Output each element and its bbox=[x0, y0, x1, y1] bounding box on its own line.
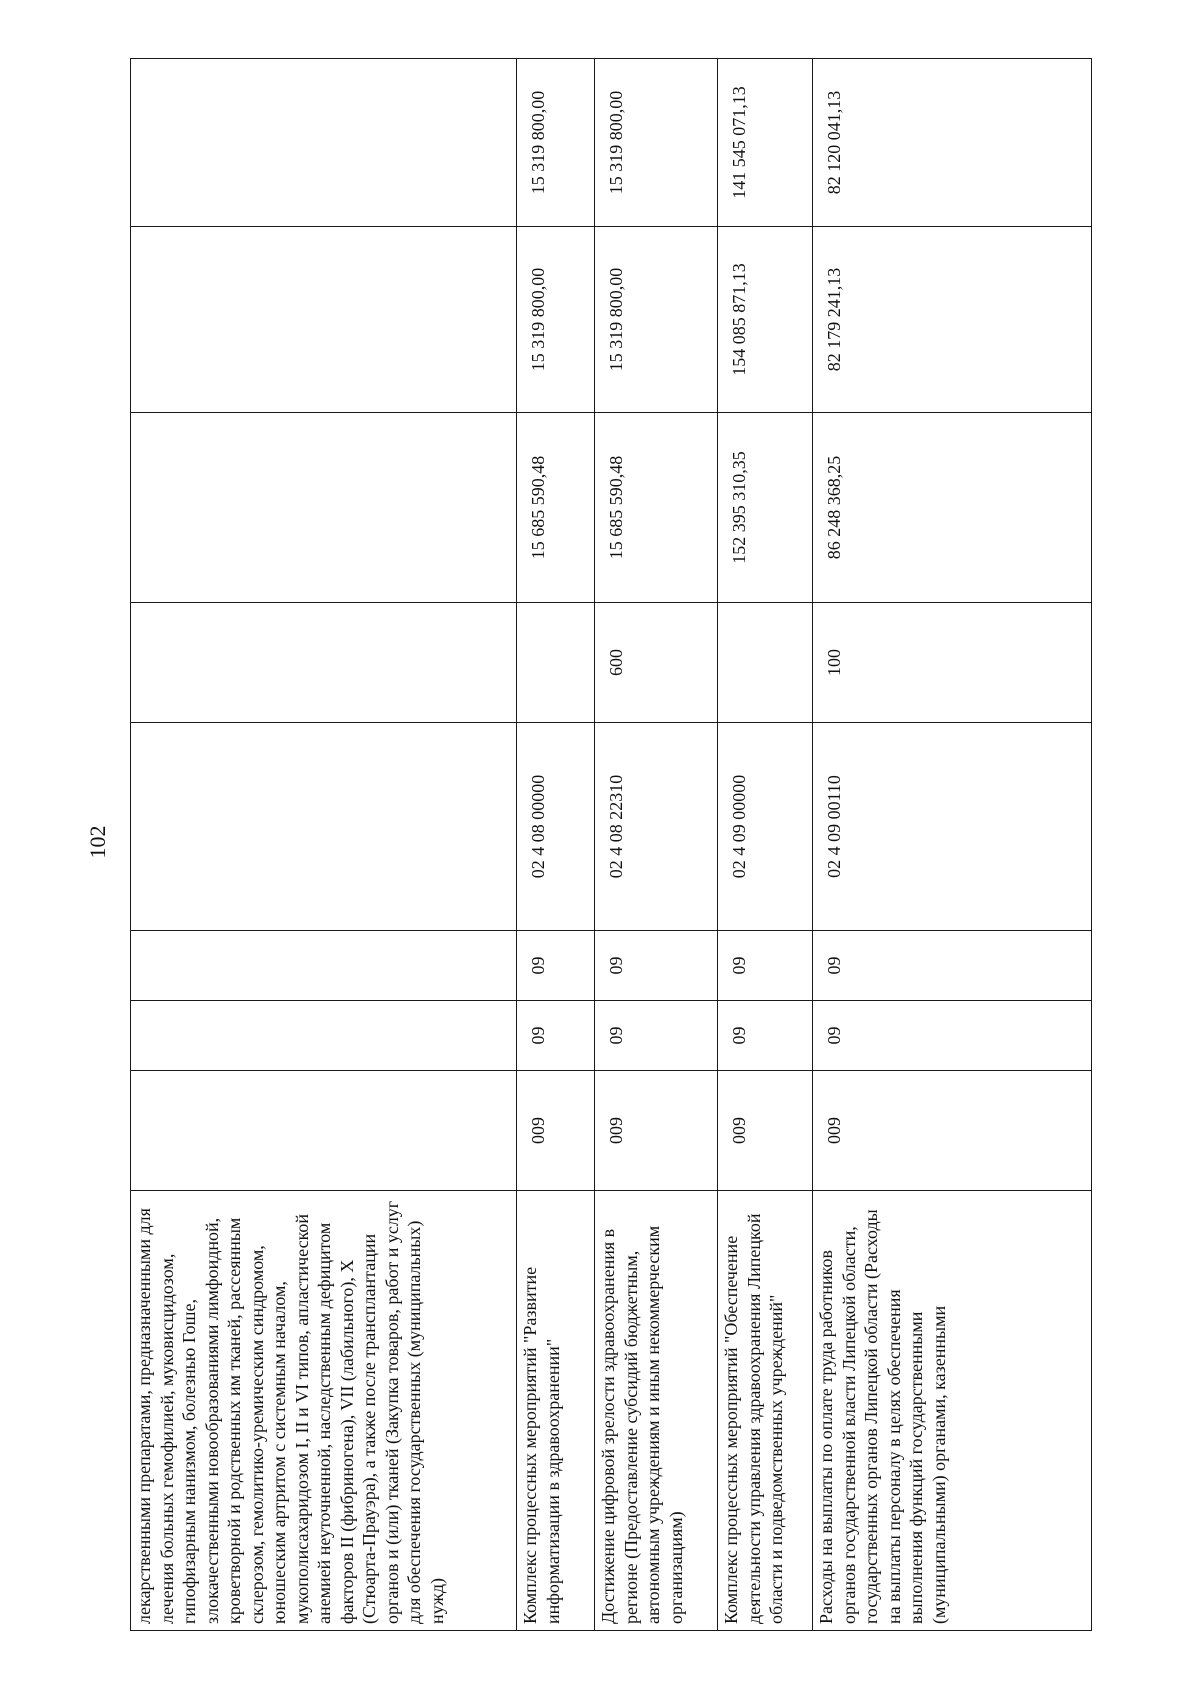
subsection-code bbox=[131, 931, 517, 1001]
ministry-code: 009 bbox=[595, 1071, 718, 1191]
ministry-code bbox=[131, 1071, 517, 1191]
amount-year-3: 82 120 041,13 bbox=[813, 59, 1092, 227]
amount-year-2: 15 319 800,00 bbox=[595, 227, 718, 413]
subsection-code: 09 bbox=[517, 931, 595, 1001]
amount-year-2 bbox=[131, 227, 517, 413]
subsection-code: 09 bbox=[813, 931, 1092, 1001]
target-article-code: 02 4 09 00110 bbox=[813, 723, 1092, 931]
section-code: 09 bbox=[517, 1001, 595, 1071]
table-row bbox=[813, 59, 1092, 1631]
amount-year-1: 15 685 590,48 bbox=[517, 413, 595, 603]
row-name: Достижение цифровой зрелости здравоохранения в регионе (Предоставление субсидий бюджетным, автономным учреждениям и иным некоммерческим организациям) bbox=[595, 1191, 718, 1631]
amount-year-3: 15 319 800,00 bbox=[517, 59, 595, 227]
amount-year-2: 82 179 241,13 bbox=[813, 227, 1092, 413]
landscape-content bbox=[130, 59, 1092, 1631]
section-code: 09 bbox=[595, 1001, 718, 1071]
section-code: 09 bbox=[718, 1001, 813, 1071]
amount-year-3: 141 545 071,13 bbox=[718, 59, 813, 227]
target-article-code: 02 4 08 00000 bbox=[517, 723, 595, 931]
expense-type-code: 100 bbox=[813, 603, 1092, 723]
ministry-code: 009 bbox=[517, 1071, 595, 1191]
amount-year-1: 15 685 590,48 bbox=[595, 413, 718, 603]
ministry-code: 009 bbox=[813, 1071, 1092, 1191]
amount-year-3: 15 319 800,00 bbox=[595, 59, 718, 227]
amount-year-1: 86 248 368,25 bbox=[813, 413, 1092, 603]
expense-type-code bbox=[517, 603, 595, 723]
amount-year-1 bbox=[131, 413, 517, 603]
table-row bbox=[595, 59, 718, 1631]
amount-year-1: 152 395 310,35 bbox=[718, 413, 813, 603]
expense-type-code: 600 bbox=[595, 603, 718, 723]
table-row bbox=[517, 59, 595, 1631]
target-article-code: 02 4 09 00000 bbox=[718, 723, 813, 931]
amount-year-2: 15 319 800,00 bbox=[517, 227, 595, 413]
table-row bbox=[131, 59, 517, 1631]
ministry-code: 009 bbox=[718, 1071, 813, 1191]
section-code: 09 bbox=[813, 1001, 1092, 1071]
expense-type-code bbox=[131, 603, 517, 723]
table-row bbox=[718, 59, 813, 1631]
amount-year-3 bbox=[131, 59, 517, 227]
row-name: Комплекс процессных мероприятий "Развитие информатизации в здравоохранении" bbox=[517, 1191, 595, 1631]
expense-type-code bbox=[718, 603, 813, 723]
target-article-code: 02 4 08 22310 bbox=[595, 723, 718, 931]
budget-table bbox=[130, 58, 1092, 1631]
row-name: Расходы на выплаты по оплате труда работников органов государственной власти Липецкой области, государственных органов Липецкой области (Расходы на выплаты персоналу в целях обеспечения выполнения функций государственными (муниципальными) органами, казенными bbox=[813, 1191, 1092, 1631]
row-name: лекарственными препаратами, предназначенными для лечения больных гемофилией, муковисцидозом, гипофизарным нанизмом, болезнью Гоше, злокачественными новообразованиями лимфоидной, кроветворной и родственных им тканей, рассеянным склерозом, гемолитико-уремическим синдромом, юношеским артритом с системным началом, мукополисахаридозом I, II и VI типов, апластической анемией неуточненной, наследственным дефицитом факторов II (фибриногена), VII (лабильного), X (Стюарта-Прауэра), а также после трансплантации органов и (или) тканей (Закупка товаров, работ и услуг для обеспечения государственных (муниципальных) нужд) bbox=[131, 1191, 517, 1631]
page-number: 102 bbox=[85, 825, 110, 859]
subsection-code: 09 bbox=[718, 931, 813, 1001]
rotated-table-area bbox=[130, 59, 1092, 1631]
target-article-code bbox=[131, 723, 517, 931]
row-name: Комплекс процессных мероприятий "Обеспечение деятельности управления здравоохранения Липецкой области и подведомственных учреждений" bbox=[718, 1191, 813, 1631]
amount-year-2: 154 085 871,13 bbox=[718, 227, 813, 413]
subsection-code: 09 bbox=[595, 931, 718, 1001]
section-code bbox=[131, 1001, 517, 1071]
